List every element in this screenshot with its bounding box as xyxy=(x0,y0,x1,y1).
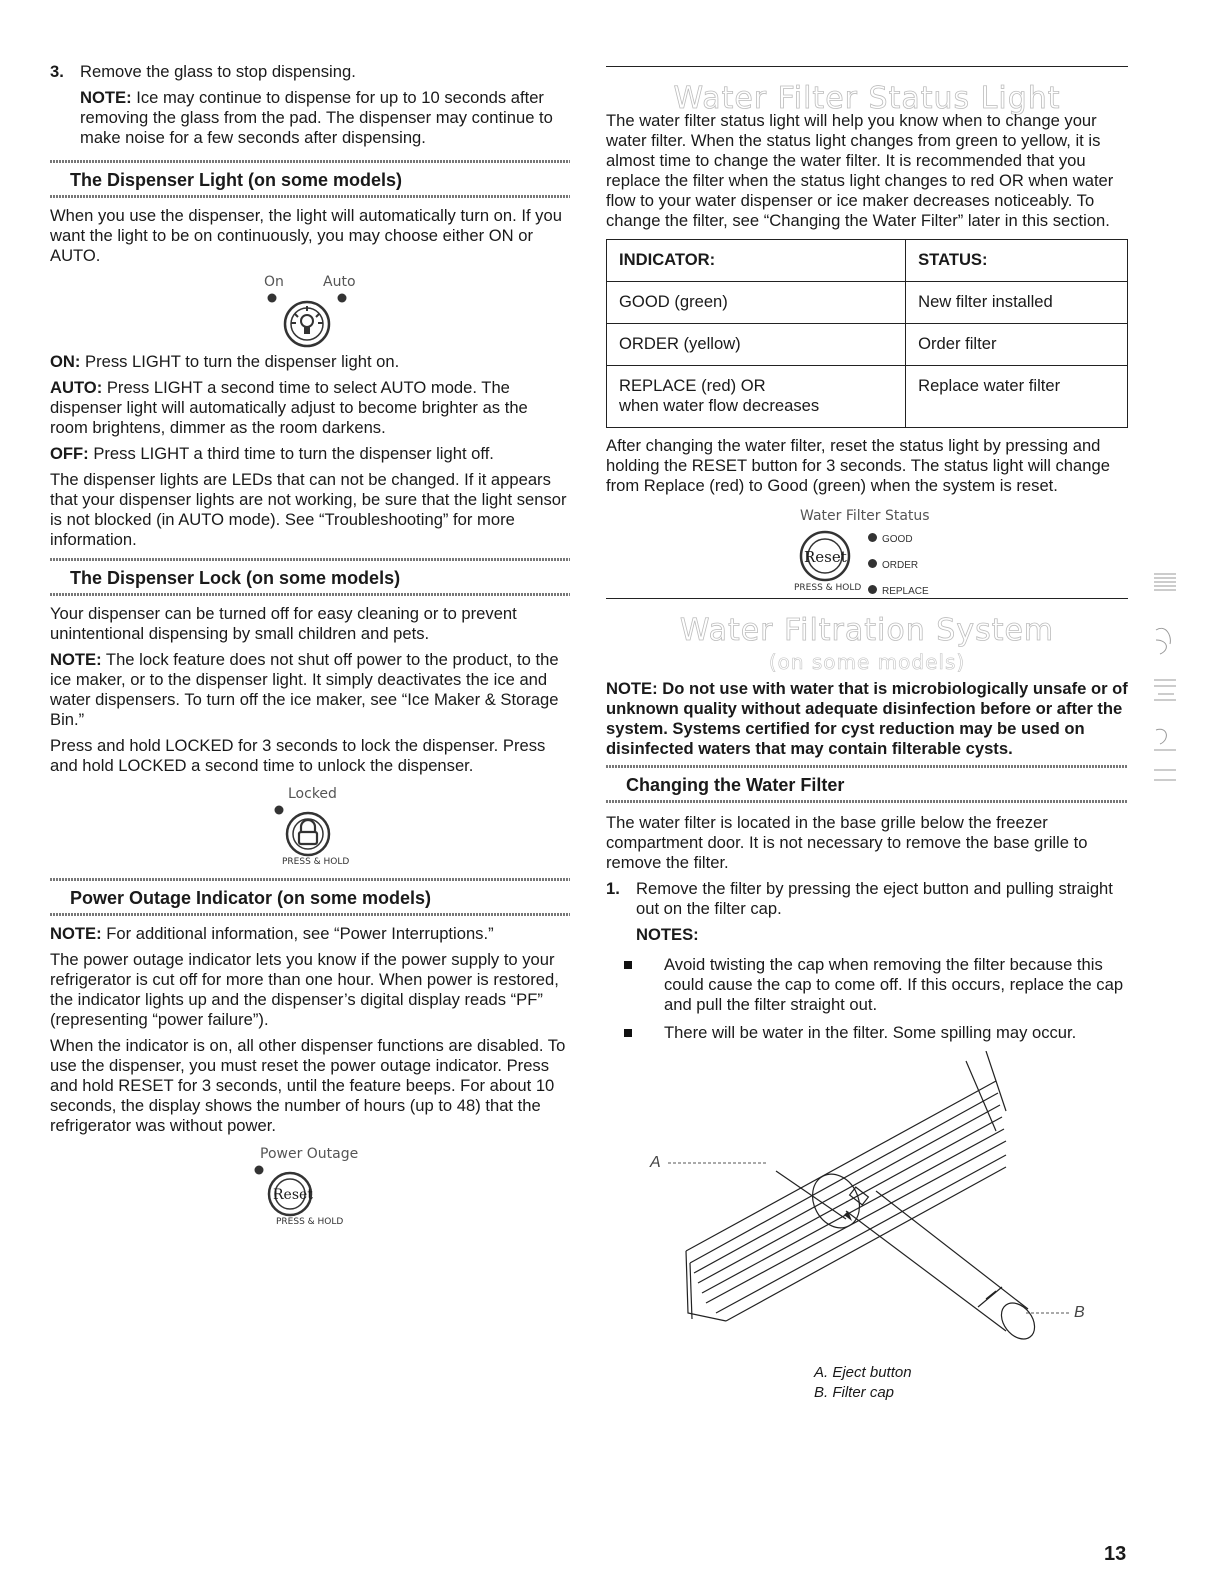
section-divider xyxy=(50,195,570,198)
header-indicator: INDICATOR: xyxy=(607,240,906,282)
on-mode-text: ON: Press LIGHT to turn the dispenser light on. xyxy=(50,352,400,371)
table-cell: Order filter xyxy=(906,324,1128,366)
panel-power-outage-label: Power Outage xyxy=(260,1146,359,1162)
water-filtration-subheading: (on some models) xyxy=(768,650,966,674)
order-indicator-dot xyxy=(868,559,877,568)
bullet-square-icon xyxy=(624,1029,632,1037)
caption-eject-button: A. Eject button xyxy=(814,1364,912,1381)
panel-locked-label: Locked xyxy=(288,786,337,802)
water-filtration-heading: Water Filtration System xyxy=(679,613,1055,648)
section-rule xyxy=(606,66,1128,67)
panel-water-filter-status-label: Water Filter Status xyxy=(800,508,930,524)
table-cell: Replace water filter xyxy=(906,366,1128,428)
light-panel xyxy=(50,272,570,352)
filter-illustration xyxy=(606,1051,1128,1361)
table-cell: GOOD (green) xyxy=(607,282,906,324)
power-outage-indicator-dot xyxy=(255,1166,264,1175)
language-tab-decoration xyxy=(1150,570,1180,790)
dispenser-light-intro: When you use the dispenser, the light will automatically turn on. If you want the light to be on continuously, you may choose either ON or AUTO. xyxy=(50,206,562,265)
list-item: There will be water in the filter. Some spilling may occur. xyxy=(606,1023,1128,1043)
locked-indicator-dot xyxy=(275,806,284,815)
changing-filter-intro: The water filter is located in the base grille below the freezer compartment door. It is not necessary to remove the base grille to remove the filter. xyxy=(606,813,1088,872)
section-divider xyxy=(606,800,1128,803)
dispenser-lock-intro: Your dispenser can be turned off for easy cleaning or to prevent unintentional dispensing by small children and pets. xyxy=(50,604,517,643)
left-column xyxy=(50,62,570,1242)
dispenser-light-heading: The Dispenser Light (on some models) xyxy=(70,170,403,190)
step-1-text: Remove the filter by pressing the eject button and pulling straight out on the filter cap. xyxy=(636,879,1113,918)
power-outage-p2: When the indicator is on, all other dispenser functions are disabled. To use the dispenser, you must reset the power outage indicator. Press and hold RESET for 3 seconds, until the feature beeps. For about 10 seconds, the display shows the number of hours (up to 48) that the refrigerator was without power. xyxy=(50,1036,566,1135)
power-outage-panel xyxy=(50,1142,570,1242)
dispenser-lock-note: NOTE: The lock feature does not shut off power to the product, to the ice maker, or to the dispenser light. It simply deactivates the ice and water dispensers. To turn off the ice maker, see “Ice Maker & Storage Bin.” xyxy=(50,650,559,729)
panel-replace-label: REPLACE xyxy=(882,586,929,597)
lock-press-hold: PRESS & HOLD xyxy=(282,857,350,867)
table-cell: ORDER (yellow) xyxy=(607,324,906,366)
led-text: The dispenser lights are LEDs that can not be changed. If it appears that your dispenser lights are not working, be sure that the light sensor is not blocked (in AUTO mode). See “Troubleshooting” for more information. xyxy=(50,470,567,549)
step-1 xyxy=(606,879,1128,945)
section-divider xyxy=(50,913,570,916)
dispenser-lock-instructions: Press and hold LOCKED for 3 seconds to lock the dispenser. Press and hold LOCKED a second time to unlock the dispenser. xyxy=(50,736,546,775)
power-outage-note: NOTE: For additional information, see “Power Interruptions.” xyxy=(50,924,494,943)
label-b: B xyxy=(1074,1304,1085,1321)
reset-label: Reset xyxy=(273,1187,313,1203)
right-column xyxy=(606,66,1128,1403)
notes-label: NOTES: xyxy=(636,925,699,944)
dispenser-lock-heading: The Dispenser Lock (on some models) xyxy=(70,568,401,588)
step-number: 3. xyxy=(50,62,64,81)
on-indicator-dot xyxy=(268,294,277,303)
caption-filter-cap: B. Filter cap xyxy=(814,1384,895,1401)
panel-good-label: GOOD xyxy=(882,534,913,545)
auto-mode-text: AUTO: Press LIGHT a second time to select AUTO mode. The dispenser light will automatically adjust to become brighter as the room brightens, dimmer as the room darkens. xyxy=(50,378,528,437)
table-cell: New filter installed xyxy=(906,282,1128,324)
indicator-status-table xyxy=(606,239,1128,428)
table-header-row xyxy=(607,240,1128,282)
step-number: 1. xyxy=(606,879,620,898)
header-status: STATUS: xyxy=(906,240,1128,282)
auto-indicator-dot xyxy=(338,294,347,303)
power-outage-p1: The power outage indicator lets you know if the power supply to your refrigerator is cut off for more than one hour. When power is restored, the indicator lights up and the dispenser’s digital display reads “PF” (representing “power failure”). xyxy=(50,950,559,1029)
step-3-note: NOTE: Ice may continue to dispense for up to 10 seconds after removing the glass from the pad. The dispenser may continue to make noise for a few seconds after dispensing. xyxy=(80,88,553,147)
filter-status-after: After changing the water filter, reset the status light by pressing and holding the RESET button for 3 seconds. The status light will change from Replace (red) to Good (green) when the system is reset. xyxy=(606,436,1110,495)
off-mode-text: OFF: Press LIGHT a third time to turn the dispenser light off. xyxy=(50,444,494,463)
step-3 xyxy=(50,62,570,148)
filter-removal-diagram xyxy=(646,1051,1106,1361)
replace-indicator-dot xyxy=(868,585,877,594)
bullet-square-icon xyxy=(624,961,632,969)
lock-panel xyxy=(50,782,570,874)
filtration-warning-note: NOTE: Do not use with water that is microbiologically unsafe or of unknown quality without adequate disinfection before or after the system. Systems certified for cyst reduction may be used on disinfected waters that may contain filterable cysts. xyxy=(606,679,1128,758)
panel-order-label: ORDER xyxy=(882,560,919,571)
step-3-text: Remove the glass to stop dispensing. xyxy=(80,62,356,81)
page-number: 13 xyxy=(1104,1543,1127,1565)
reset-press-hold: PRESS & HOLD xyxy=(276,1217,344,1227)
filter-press-hold: PRESS & HOLD xyxy=(794,583,862,593)
table-row xyxy=(607,324,1128,366)
section-divider xyxy=(50,593,570,596)
power-outage-heading: Power Outage Indicator (on some models) xyxy=(70,888,432,908)
table-row xyxy=(607,282,1128,324)
label-a: A xyxy=(650,1154,661,1171)
panel-on-label: On xyxy=(264,274,284,290)
water-filter-status-heading: Water Filter Status Light xyxy=(673,81,1061,116)
panel-auto-label: Auto xyxy=(323,274,356,290)
table-cell: REPLACE (red) OR when water flow decreases xyxy=(607,366,906,428)
filter-status-intro: The water filter status light will help you know when to change your water filter. When the status light changes from green to yellow, it is almost time to change the water filter. It is recommended that you replace the filter when the status light changes to red OR when water flow to your water dispenser or ice maker decreases noticeably. To change the filter, see “Changing the Water Filter” later in this section. xyxy=(606,111,1114,230)
light-button-icon xyxy=(242,290,372,360)
good-indicator-dot xyxy=(868,533,877,542)
list-item: Avoid twisting the cap when removing the filter because this could cause the cap to come off. If this occurs, replace the cap and pull the filter straight out. xyxy=(606,955,1128,1015)
filter-status-panel xyxy=(606,502,1128,602)
illustration-caption xyxy=(814,1363,1128,1403)
changing-filter-heading: Changing the Water Filter xyxy=(626,775,845,795)
filter-reset-label: Reset xyxy=(804,548,847,566)
table-row xyxy=(607,366,1128,428)
